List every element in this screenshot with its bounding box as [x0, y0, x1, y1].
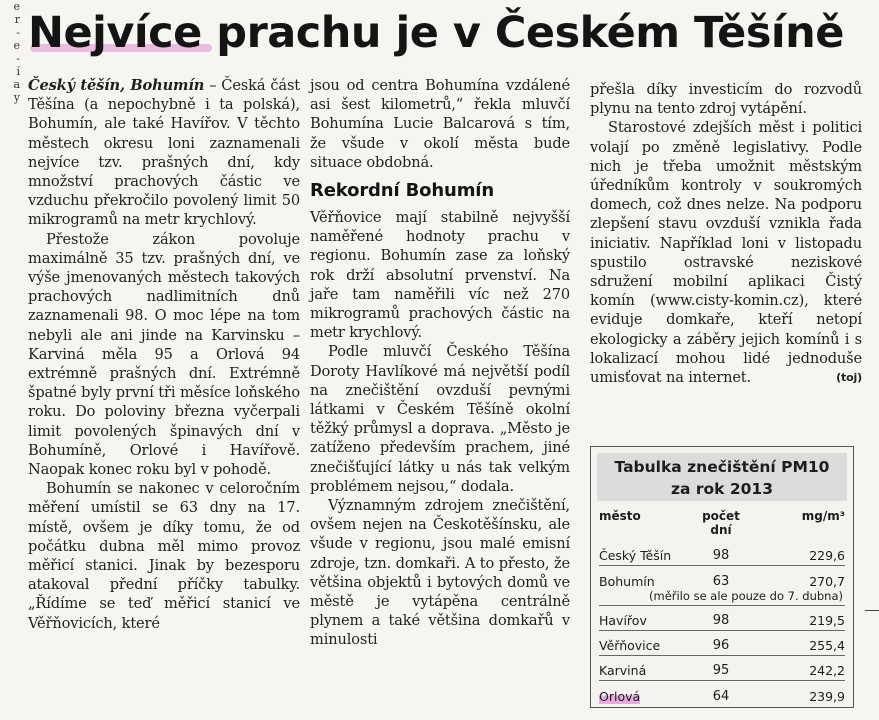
- paragraph-lead: [28, 76, 300, 230]
- highlighted-city: Orlová: [599, 689, 641, 704]
- paragraph: Podle mluvčí Českého Těšína Doroty Havlíkové má největší podíl na znečištění ovzduší pevnými látkami v Českém Těšíně okolní těžký průmysl a doprava. „Město je zatíženo především prachem, jiné znečišťující látky u nás tak velkým problémem nejsou,“ dodala.: [310, 343, 570, 495]
- table-row: [599, 681, 845, 706]
- paragraph: přešla díky investicím do rozvodů plynu na tento zdroj vytápění.: [590, 81, 862, 118]
- cell-note: (měřilo se ale pouze do 7. dubna): [649, 589, 843, 603]
- cell-city: Havířov: [599, 613, 647, 628]
- margin-fragment: e: [13, 0, 20, 13]
- margin-fragment: y: [13, 91, 20, 104]
- cell-city: Bohumín: [599, 574, 655, 589]
- article-column-1: [28, 76, 300, 633]
- edge-divider: [865, 610, 879, 611]
- table-header: [599, 509, 845, 537]
- paragraph: Významným zdrojem znečištění, ovšem nejen na Českotěšínsku, ale všude v regionu, jsou malé emisní zdroje, tzn. domkaři. A to přesto, že většina objektů i bytových domů ve městě je vytápěna centrálně plynem a také většina domkařů v minulosti: [310, 497, 570, 649]
- table-row: [599, 631, 845, 656]
- dateline: Český těšín, Bohumín: [28, 77, 205, 94]
- cell-days: 98: [712, 613, 730, 628]
- headline: Nejvíce prachu je v Českém Těšíně: [28, 8, 844, 58]
- article-column-2: [310, 76, 570, 650]
- table-row: [599, 606, 845, 631]
- paragraph: Bohumín se nakonec v celoročním měření umístil se 63 dny na 17. místě, ovšem je díky tomu, že od počátku dubna měl mimo provoz měřicí stanici. Jinak by bezesporu atakoval přední příčky tabulky. „Řídíme se teď měřicí stanicí ve Věřňovicích, které: [28, 480, 300, 632]
- paragraph-text: Starostové zdejších měst i politici volají po změně legislativy. Podle nich je třeba umožnit městským úředníkům kontroly v soukromých domech, což dnes nelze. Na podporu zlepšení stavu ovzduší vznikla řada iniciativ. Například loni v listopadu spustilo ostravské neziskové sdružení mobilní aplikaci Čistý komín (www.cisty-komin.cz), které eviduje domkaře, kteří netopí ekologicky a záběry jejich komínů i s lokalizací mohou lidé jednoduše umisťovat na internet.: [590, 119, 862, 387]
- cell-value: 229,6: [809, 548, 845, 563]
- pm10-table: [590, 446, 854, 708]
- cell-value: 239,9: [809, 689, 845, 704]
- cell-days: 63: [712, 574, 730, 589]
- margin-fragment: -: [16, 26, 20, 39]
- margin-fragment: a: [13, 78, 20, 91]
- header-city: město: [599, 509, 641, 523]
- article-column-3: [590, 80, 862, 387]
- cell-city: Český Těšín: [599, 548, 672, 563]
- margin-fragment: r: [14, 13, 20, 26]
- table-title-line: za rok 2013: [670, 480, 773, 498]
- paragraph: Přestože zákon povoluje maximálně 35 tzv. prašných dní, ve výše jmenovaných městech takových prachových nadlimitních dnů zaznamenali 98. O moc lépe na tom nebyli ale ani jinde na Karvinsku – Karviná měla 95 a Orlová 94 extrémně prašných dní. Extrémně špatné byly první tři měsíce loňského roku. Do poloviny března vyčerpali limit povolených špinavých dní v Bohumíně, Orlové i Havířově. Naopak konec roku byl v pohodě.: [28, 230, 300, 479]
- table-title-line: Tabulka znečištění PM10: [614, 458, 830, 476]
- paragraph: [590, 118, 862, 387]
- cell-days: 95: [712, 663, 730, 678]
- cell-value: 270,7: [809, 574, 845, 589]
- author-byline: (toj): [836, 371, 862, 385]
- cell-days: 64: [712, 689, 730, 704]
- cell-value: 219,5: [809, 613, 845, 628]
- table-row: [599, 566, 845, 606]
- paragraph: Věřňovice mají stabilně nejvyšší naměřené hodnoty prachu v regionu. Bohumín zase za loňský rok drží absolutní prvenství. Na jaře tam naměřili víc než 270 mikrogramů prachových částic na metr krychlový.: [310, 209, 570, 342]
- cell-value: 242,2: [809, 663, 845, 678]
- paragraph-text: – Česká část Těšína (a nepochybně i ta polská), Bohumín, ale také Havířov. V těchto městech okresu loni zaznamenali nejvíce tzv. prašných dní, kdy množství prachových částic ve vzduchu překročilo povolený limit 50 mikrogramů na metr krychlový.: [28, 77, 300, 229]
- left-margin-fragments: [0, 0, 20, 104]
- margin-fragment: e: [13, 39, 20, 52]
- paragraph: jsou od centra Bohumína vzdálené asi šest kilometrů,“ řekla mluvčí Bohumína Lucie Balcarová s tím, že všude v okolí města bude situace obdobná.: [310, 77, 570, 171]
- table-row: [599, 656, 845, 681]
- header-unit: mg/m³: [801, 509, 845, 523]
- header-days: počet dní: [702, 509, 740, 537]
- cell-days: 96: [712, 638, 730, 653]
- margin-fragment: í: [16, 65, 20, 78]
- subheading: Rekordní Bohumín: [310, 180, 494, 202]
- margin-fragment: -: [16, 52, 20, 65]
- cell-city: Věřňovice: [599, 638, 661, 653]
- cell-city: Karviná: [599, 663, 647, 678]
- cell-days: 98: [712, 548, 730, 563]
- cell-value: 255,4: [809, 638, 845, 653]
- table-title: [597, 453, 847, 501]
- cell-city: [599, 689, 691, 704]
- table-row: [599, 541, 845, 566]
